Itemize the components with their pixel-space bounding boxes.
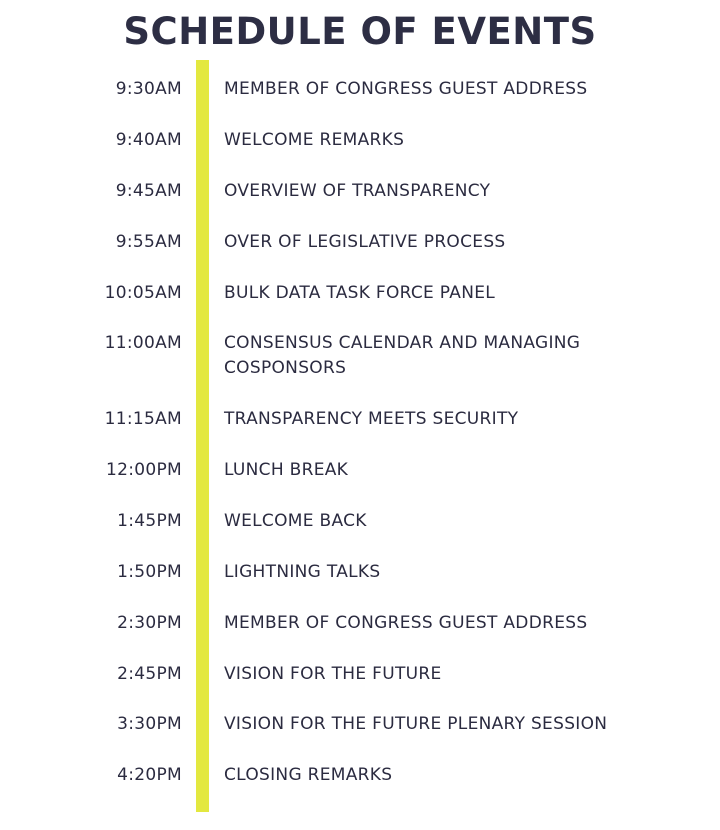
event-time: 11:00AM <box>104 333 182 353</box>
event-title: OVER OF LEGISLATIVE PROCESS <box>224 232 506 252</box>
event-time: 9:55AM <box>115 232 182 252</box>
event-time: 9:40AM <box>115 130 182 150</box>
page-title: SCHEDULE OF EVENTS <box>123 10 597 53</box>
event-title: MEMBER OF CONGRESS GUEST ADDRESS <box>224 613 588 633</box>
event-time: 4:20PM <box>117 765 182 785</box>
event-title: CLOSING REMARKS <box>224 765 393 785</box>
event-time: 1:50PM <box>117 562 182 582</box>
event-title: VISION FOR THE FUTURE PLENARY SESSION <box>224 714 608 734</box>
event-time: 2:30PM <box>117 613 182 633</box>
event-time: 1:45PM <box>117 511 182 531</box>
event-title: MEMBER OF CONGRESS GUEST ADDRESS <box>224 79 588 99</box>
event-title: LIGHTNING TALKS <box>224 562 381 582</box>
event-title: VISION FOR THE FUTURE <box>224 664 442 684</box>
event-title: CONSENSUS CALENDAR AND MANAGING COSPONSORS <box>224 333 581 378</box>
event-time: 9:30AM <box>115 79 182 99</box>
event-time: 12:00PM <box>105 460 182 480</box>
event-title: WELCOME BACK <box>224 511 367 531</box>
event-time: 2:45PM <box>117 664 182 684</box>
event-title: WELCOME REMARKS <box>224 130 405 150</box>
event-time: 11:15AM <box>104 409 182 429</box>
event-title: TRANSPARENCY MEETS SECURITY <box>224 409 519 429</box>
event-time: 9:45AM <box>115 181 182 201</box>
event-time: 3:30PM <box>117 714 182 734</box>
event-title: OVERVIEW OF TRANSPARENCY <box>224 181 491 201</box>
event-title: LUNCH BREAK <box>224 460 349 480</box>
event-time: 10:05AM <box>104 283 182 303</box>
event-title: BULK DATA TASK FORCE PANEL <box>224 283 496 303</box>
